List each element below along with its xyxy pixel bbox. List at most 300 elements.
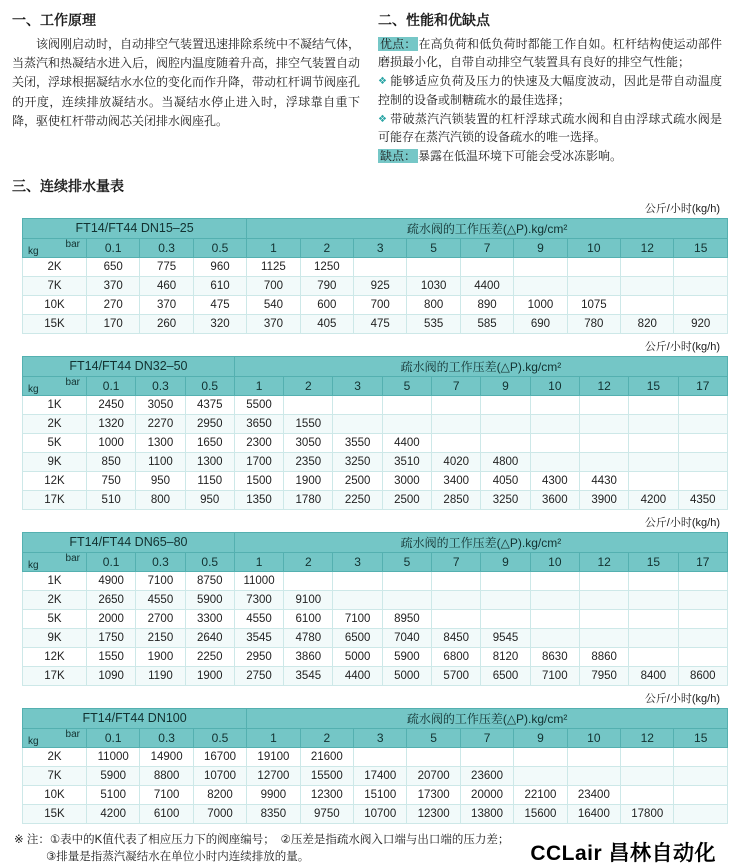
flow-value-cell: 2950 <box>185 414 234 433</box>
flow-value-cell <box>432 433 481 452</box>
top-section <box>12 8 724 167</box>
flow-value-cell: 2300 <box>234 433 283 452</box>
flow-value-cell <box>284 395 333 414</box>
flow-value-cell: 3050 <box>136 395 185 414</box>
pros-text-3: 带破蒸汽汽锁装置的杠杆浮球式疏水阀和自由浮球式疏水阀是可能存在蒸汽汽锁的设备疏水的唯一选择。 <box>378 111 722 145</box>
flow-value-cell: 23600 <box>460 766 513 785</box>
flow-value-cell: 950 <box>136 471 185 490</box>
flow-value-cell <box>567 257 620 276</box>
flow-value-cell: 820 <box>621 314 674 333</box>
flow-value-cell: 8630 <box>530 647 579 666</box>
flow-value-cell: 2850 <box>432 490 481 509</box>
flow-value-cell: 1100 <box>136 452 185 471</box>
corner-kg-label: kg <box>28 559 39 571</box>
flow-value-cell <box>629 571 678 590</box>
flow-value-cell <box>481 571 530 590</box>
performance-section <box>378 8 724 167</box>
flow-value-cell: 4400 <box>333 666 382 685</box>
pressure-column-header: 1 <box>247 728 300 747</box>
flow-value-cell: 9900 <box>247 785 300 804</box>
pressure-column-header: 0.3 <box>136 552 185 571</box>
flow-value-cell: 15100 <box>354 785 407 804</box>
flow-value-cell: 405 <box>300 314 353 333</box>
flow-value-cell <box>432 395 481 414</box>
flow-value-cell <box>621 257 674 276</box>
pressure-column-header: 0.5 <box>185 552 234 571</box>
cons-label: 缺点： <box>380 149 417 164</box>
flow-value-cell: 1000 <box>87 433 136 452</box>
corner-bar-label: bar <box>65 376 80 388</box>
flow-value-cell: 8950 <box>382 609 431 628</box>
flow-value-cell <box>333 590 382 609</box>
table-block <box>12 686 724 824</box>
flow-value-cell <box>629 433 678 452</box>
row-k-label: 5K <box>23 433 87 452</box>
flow-value-cell: 13800 <box>460 804 513 823</box>
pressure-column-header: 15 <box>629 552 678 571</box>
pressure-column-header: 1 <box>234 552 283 571</box>
flow-value-cell: 22100 <box>514 785 567 804</box>
pressure-diff-title: 疏水阀的工作压差(△P).kg/cm² <box>234 532 727 552</box>
flow-value-cell <box>514 257 567 276</box>
pressure-column-header: 7 <box>460 238 513 257</box>
row-k-label: 10K <box>23 295 87 314</box>
flow-value-cell: 3510 <box>382 452 431 471</box>
flow-value-cell: 460 <box>140 276 193 295</box>
flow-value-cell <box>621 785 674 804</box>
pressure-column-header: 2 <box>284 376 333 395</box>
flow-value-cell: 16700 <box>193 747 246 766</box>
flow-value-cell: 20000 <box>460 785 513 804</box>
row-k-label: 2K <box>23 747 87 766</box>
flow-value-cell <box>678 471 727 490</box>
flow-value-cell: 10700 <box>193 766 246 785</box>
flow-value-cell: 270 <box>87 295 140 314</box>
performance-title: 二、性能和优缺点 <box>378 12 490 28</box>
flow-value-cell: 4350 <box>678 490 727 509</box>
flow-value-cell: 14900 <box>140 747 193 766</box>
column-header-row <box>23 376 728 395</box>
corner-kg-label: kg <box>28 245 39 257</box>
flow-value-cell: 5900 <box>382 647 431 666</box>
flow-value-cell: 7100 <box>333 609 382 628</box>
flow-value-cell: 535 <box>407 314 460 333</box>
table-title-row <box>23 356 728 376</box>
flow-value-cell: 800 <box>136 490 185 509</box>
pressure-column-header: 12 <box>579 552 628 571</box>
flow-value-cell: 3250 <box>481 490 530 509</box>
table-row <box>23 747 728 766</box>
flow-value-cell <box>481 395 530 414</box>
tables-section-title: 三、连续排水量表 <box>12 177 124 194</box>
flow-value-cell <box>629 414 678 433</box>
pros-text-1: 在高负荷和低负荷时都能工作自如。杠杆结构使运动部件磨损最小化，自带自动排空气装置具有良好的排空气性能； <box>378 37 722 70</box>
flow-value-cell: 1650 <box>185 433 234 452</box>
pressure-column-header: 0.5 <box>193 238 246 257</box>
flow-value-cell: 12700 <box>247 766 300 785</box>
flow-value-cell <box>530 452 579 471</box>
table-block <box>12 334 724 510</box>
table-row <box>23 414 728 433</box>
flow-value-cell: 700 <box>247 276 300 295</box>
pressure-column-header: 1 <box>234 376 283 395</box>
flow-value-cell: 3600 <box>530 490 579 509</box>
corner-kg-bar-cell <box>23 238 87 257</box>
flow-value-cell <box>674 766 728 785</box>
flow-value-cell: 1090 <box>87 666 136 685</box>
flow-value-cell <box>407 257 460 276</box>
flow-value-cell: 1150 <box>185 471 234 490</box>
flow-value-cell: 780 <box>567 314 620 333</box>
pressure-diff-title: 疏水阀的工作压差(△P).kg/cm² <box>247 218 728 238</box>
flow-value-cell: 750 <box>87 471 136 490</box>
pressure-column-header: 7 <box>432 376 481 395</box>
flow-value-cell: 8750 <box>185 571 234 590</box>
flow-value-cell <box>432 571 481 590</box>
flow-value-cell <box>567 766 620 785</box>
flow-value-cell: 585 <box>460 314 513 333</box>
flow-value-cell: 15600 <box>514 804 567 823</box>
flow-value-cell <box>678 414 727 433</box>
pressure-column-header: 10 <box>530 376 579 395</box>
flow-value-cell: 1900 <box>136 647 185 666</box>
table-row <box>23 433 728 452</box>
flow-value-cell <box>674 785 728 804</box>
flow-value-cell: 4400 <box>460 276 513 295</box>
flow-value-cell <box>621 747 674 766</box>
flow-value-cell: 4900 <box>87 571 136 590</box>
flow-value-cell <box>579 414 628 433</box>
flow-value-cell <box>530 628 579 647</box>
pressure-column-header: 3 <box>333 376 382 395</box>
pressure-column-header: 0.1 <box>87 728 140 747</box>
flow-value-cell: 3545 <box>284 666 333 685</box>
footnote-line-1: ※ 注：①表中的K值代表了相应压力下的阀座编号； ②压差是指疏水阀入口端与出口端的压力差； <box>14 833 510 846</box>
pressure-column-header: 12 <box>579 376 628 395</box>
row-k-label: 1K <box>23 571 87 590</box>
flow-value-cell <box>678 433 727 452</box>
flow-value-cell <box>621 276 674 295</box>
pressure-column-header: 3 <box>354 238 407 257</box>
flow-value-cell: 2000 <box>87 609 136 628</box>
flow-value-cell: 9545 <box>481 628 530 647</box>
flow-value-cell: 3000 <box>382 471 431 490</box>
flow-value-cell: 260 <box>140 314 193 333</box>
flow-value-cell: 7100 <box>140 785 193 804</box>
flow-value-cell <box>674 295 728 314</box>
pressure-column-header: 2 <box>300 238 353 257</box>
flow-value-cell: 510 <box>87 490 136 509</box>
flow-value-cell: 610 <box>193 276 246 295</box>
pressure-column-header: 1 <box>247 238 300 257</box>
table-title-row <box>23 218 728 238</box>
flow-value-cell <box>678 628 727 647</box>
flow-value-cell: 15500 <box>300 766 353 785</box>
flow-value-cell: 2650 <box>87 590 136 609</box>
corner-bar-label: bar <box>65 238 80 250</box>
flow-value-cell <box>629 395 678 414</box>
table-row <box>23 276 728 295</box>
row-k-label: 17K <box>23 490 87 509</box>
table-row <box>23 785 728 804</box>
corner-bar-label: bar <box>65 728 80 740</box>
pressure-column-header: 17 <box>678 552 727 571</box>
drainage-table <box>22 708 728 824</box>
flow-value-cell: 475 <box>354 314 407 333</box>
flow-value-cell: 3050 <box>284 433 333 452</box>
flow-value-cell: 1320 <box>87 414 136 433</box>
flow-value-cell <box>382 590 431 609</box>
flow-value-cell <box>678 647 727 666</box>
flow-value-cell <box>678 590 727 609</box>
flow-value-cell: 4050 <box>481 471 530 490</box>
flow-value-cell: 1250 <box>300 257 353 276</box>
flow-value-cell: 12300 <box>300 785 353 804</box>
pressure-column-header: 9 <box>514 728 567 747</box>
brand-logo: CCLair 昌林自动化 <box>530 842 716 866</box>
cons-text: 暴露在低温环境下可能会受冰冻影响。 <box>418 149 623 164</box>
pressure-column-header: 9 <box>514 238 567 257</box>
column-header-row <box>23 238 728 257</box>
table-row <box>23 257 728 276</box>
row-k-label: 2K <box>23 257 87 276</box>
flow-value-cell: 6100 <box>140 804 193 823</box>
flow-value-cell: 4400 <box>382 433 431 452</box>
flow-value-cell <box>530 609 579 628</box>
pressure-column-header: 7 <box>460 728 513 747</box>
flow-value-cell <box>460 747 513 766</box>
flow-value-cell: 4375 <box>185 395 234 414</box>
pressure-column-header: 15 <box>674 728 728 747</box>
flow-value-cell: 6500 <box>481 666 530 685</box>
flow-value-cell: 7040 <box>382 628 431 647</box>
flow-value-cell <box>629 609 678 628</box>
diamond-bullet-icon: ❖ <box>378 76 388 88</box>
flow-value-cell: 850 <box>87 452 136 471</box>
pressure-column-header: 2 <box>284 552 333 571</box>
flow-value-cell: 3860 <box>284 647 333 666</box>
flow-value-cell <box>481 433 530 452</box>
flow-value-cell <box>530 395 579 414</box>
table-block <box>12 510 724 686</box>
pressure-column-header: 0.3 <box>140 728 193 747</box>
flow-value-cell <box>621 295 674 314</box>
table-model-name: FT14/FT44 DN65–80 <box>23 532 235 552</box>
flow-value-cell <box>432 590 481 609</box>
pressure-column-header: 5 <box>407 728 460 747</box>
flow-value-cell <box>567 747 620 766</box>
flow-value-cell: 7950 <box>579 666 628 685</box>
flow-value-cell: 2250 <box>185 647 234 666</box>
flow-value-cell: 4020 <box>432 452 481 471</box>
flow-value-cell <box>674 276 728 295</box>
flow-value-cell: 370 <box>247 314 300 333</box>
table-row <box>23 590 728 609</box>
flow-value-cell: 600 <box>300 295 353 314</box>
pressure-column-header: 2 <box>300 728 353 747</box>
flow-value-cell: 700 <box>354 295 407 314</box>
flow-value-cell <box>674 747 728 766</box>
flow-value-cell: 540 <box>247 295 300 314</box>
pressure-column-header: 10 <box>530 552 579 571</box>
flow-value-cell: 890 <box>460 295 513 314</box>
flow-value-cell: 12300 <box>407 804 460 823</box>
flow-value-cell: 1000 <box>514 295 567 314</box>
flow-value-cell: 8800 <box>140 766 193 785</box>
flow-value-cell: 170 <box>87 314 140 333</box>
flow-value-cell <box>674 257 728 276</box>
flow-value-cell: 8450 <box>432 628 481 647</box>
column-header-row <box>23 552 728 571</box>
table-model-name: FT14/FT44 DN100 <box>23 708 247 728</box>
flow-value-cell <box>579 395 628 414</box>
pressure-column-header: 17 <box>678 376 727 395</box>
unit-label: 公斤/小时(kg/h) <box>644 340 720 353</box>
flow-value-cell: 2640 <box>185 628 234 647</box>
pressure-column-header: 0.1 <box>87 238 140 257</box>
flow-value-cell <box>514 747 567 766</box>
flow-value-cell <box>678 609 727 628</box>
flow-value-cell <box>579 433 628 452</box>
flow-value-cell: 320 <box>193 314 246 333</box>
flow-value-cell: 21600 <box>300 747 353 766</box>
table-row <box>23 452 728 471</box>
row-k-label: 9K <box>23 628 87 647</box>
table-row <box>23 314 728 333</box>
flow-value-cell <box>382 414 431 433</box>
pressure-column-header: 3 <box>354 728 407 747</box>
flow-value-cell: 2450 <box>87 395 136 414</box>
table-title-row <box>23 532 728 552</box>
table-row <box>23 804 728 823</box>
table-row <box>23 295 728 314</box>
flow-value-cell: 7100 <box>136 571 185 590</box>
flow-value-cell: 17300 <box>407 785 460 804</box>
flow-value-cell: 800 <box>407 295 460 314</box>
flow-value-cell: 3545 <box>234 628 283 647</box>
flow-value-cell: 3550 <box>333 433 382 452</box>
flow-value-cell: 7000 <box>193 804 246 823</box>
flow-value-cell <box>407 747 460 766</box>
flow-value-cell: 2250 <box>333 490 382 509</box>
pressure-column-header: 3 <box>333 552 382 571</box>
principle-body: 该阀刚启动时，自动排空气装置迅速排除系统中不凝结气体，当蒸汽和热凝结水进入后，阀腔内温度随着升高，排空气装置自动关闭，浮球根据凝结水水位的变化而作升降，带动杠杆调节阀座孔的开度，连续排放凝结水。当凝结水停止进入时，浮球靠自重下降，驱使杠杆带动阀芯关闭排水阀座孔。 <box>12 37 361 128</box>
row-k-label: 7K <box>23 766 87 785</box>
corner-kg-bar-cell <box>23 376 87 395</box>
flow-value-cell <box>579 590 628 609</box>
row-k-label: 12K <box>23 471 87 490</box>
corner-kg-label: kg <box>28 735 39 747</box>
table-row <box>23 766 728 785</box>
flow-value-cell: 4300 <box>530 471 579 490</box>
flow-value-cell: 3900 <box>579 490 628 509</box>
pros-label: 优点： <box>380 37 417 51</box>
pressure-column-header: 0.3 <box>136 376 185 395</box>
drainage-tables-container <box>12 196 724 824</box>
pros-text-2: 能够适应负荷及压力的快速及大幅度波动，因此是带自动温度控制的设备或制糖疏水的最佳选择； <box>378 74 722 107</box>
flow-value-cell <box>629 471 678 490</box>
flow-value-cell: 16400 <box>567 804 620 823</box>
pressure-column-header: 0.1 <box>87 376 136 395</box>
pressure-column-header: 0.5 <box>185 376 234 395</box>
pros-line-1 <box>378 35 722 71</box>
flow-value-cell: 3250 <box>333 452 382 471</box>
flow-value-cell: 1700 <box>234 452 283 471</box>
flow-value-cell: 3400 <box>432 471 481 490</box>
row-k-label: 5K <box>23 609 87 628</box>
corner-kg-label: kg <box>28 383 39 395</box>
flow-value-cell: 3300 <box>185 609 234 628</box>
row-k-label: 9K <box>23 452 87 471</box>
row-k-label: 2K <box>23 414 87 433</box>
flow-value-cell <box>629 452 678 471</box>
flow-value-cell: 20700 <box>407 766 460 785</box>
flow-value-cell: 920 <box>674 314 728 333</box>
pressure-diff-title: 疏水阀的工作压差(△P).kg/cm² <box>234 356 727 376</box>
flow-value-cell <box>579 452 628 471</box>
flow-value-cell <box>579 628 628 647</box>
pressure-column-header: 5 <box>382 376 431 395</box>
flow-value-cell: 2700 <box>136 609 185 628</box>
flow-value-cell: 1500 <box>234 471 283 490</box>
flow-value-cell: 5900 <box>185 590 234 609</box>
flow-value-cell: 5900 <box>87 766 140 785</box>
flow-value-cell: 6100 <box>284 609 333 628</box>
table-row <box>23 395 728 414</box>
drainage-table <box>22 218 728 334</box>
pressure-column-header: 12 <box>621 728 674 747</box>
flow-value-cell: 1900 <box>185 666 234 685</box>
flow-value-cell: 11000 <box>87 747 140 766</box>
flow-value-cell: 8200 <box>193 785 246 804</box>
row-k-label: 15K <box>23 314 87 333</box>
flow-value-cell <box>382 395 431 414</box>
footnote-line-2: ③排量是指蒸汽凝结水在单位小时内连续排放的量。 <box>46 851 310 864</box>
pressure-column-header: 15 <box>674 238 728 257</box>
pressure-column-header: 0.5 <box>193 728 246 747</box>
flow-value-cell <box>629 647 678 666</box>
flow-value-cell <box>382 571 431 590</box>
flow-value-cell: 370 <box>140 295 193 314</box>
flow-value-cell: 19100 <box>247 747 300 766</box>
unit-label: 公斤/小时(kg/h) <box>644 516 720 529</box>
flow-value-cell <box>481 414 530 433</box>
flow-value-cell <box>674 804 728 823</box>
flow-value-cell: 5500 <box>234 395 283 414</box>
flow-value-cell: 7300 <box>234 590 283 609</box>
pressure-column-header: 10 <box>567 238 620 257</box>
flow-value-cell <box>460 257 513 276</box>
pressure-column-header: 7 <box>432 552 481 571</box>
flow-value-cell: 5000 <box>382 666 431 685</box>
flow-value-cell: 1900 <box>284 471 333 490</box>
pressure-diff-title: 疏水阀的工作压差(△P).kg/cm² <box>247 708 728 728</box>
unit-label: 公斤/小时(kg/h) <box>644 692 720 705</box>
pressure-column-header: 9 <box>481 376 530 395</box>
flow-value-cell: 17800 <box>621 804 674 823</box>
table-block <box>12 196 724 334</box>
flow-value-cell: 23400 <box>567 785 620 804</box>
flow-value-cell: 5700 <box>432 666 481 685</box>
pressure-column-header: 0.1 <box>87 552 136 571</box>
flow-value-cell <box>678 571 727 590</box>
drainage-table <box>22 356 728 510</box>
flow-value-cell: 1190 <box>136 666 185 685</box>
flow-value-cell <box>333 571 382 590</box>
flow-value-cell <box>579 571 628 590</box>
flow-value-cell: 6500 <box>333 628 382 647</box>
flow-value-cell: 650 <box>87 257 140 276</box>
